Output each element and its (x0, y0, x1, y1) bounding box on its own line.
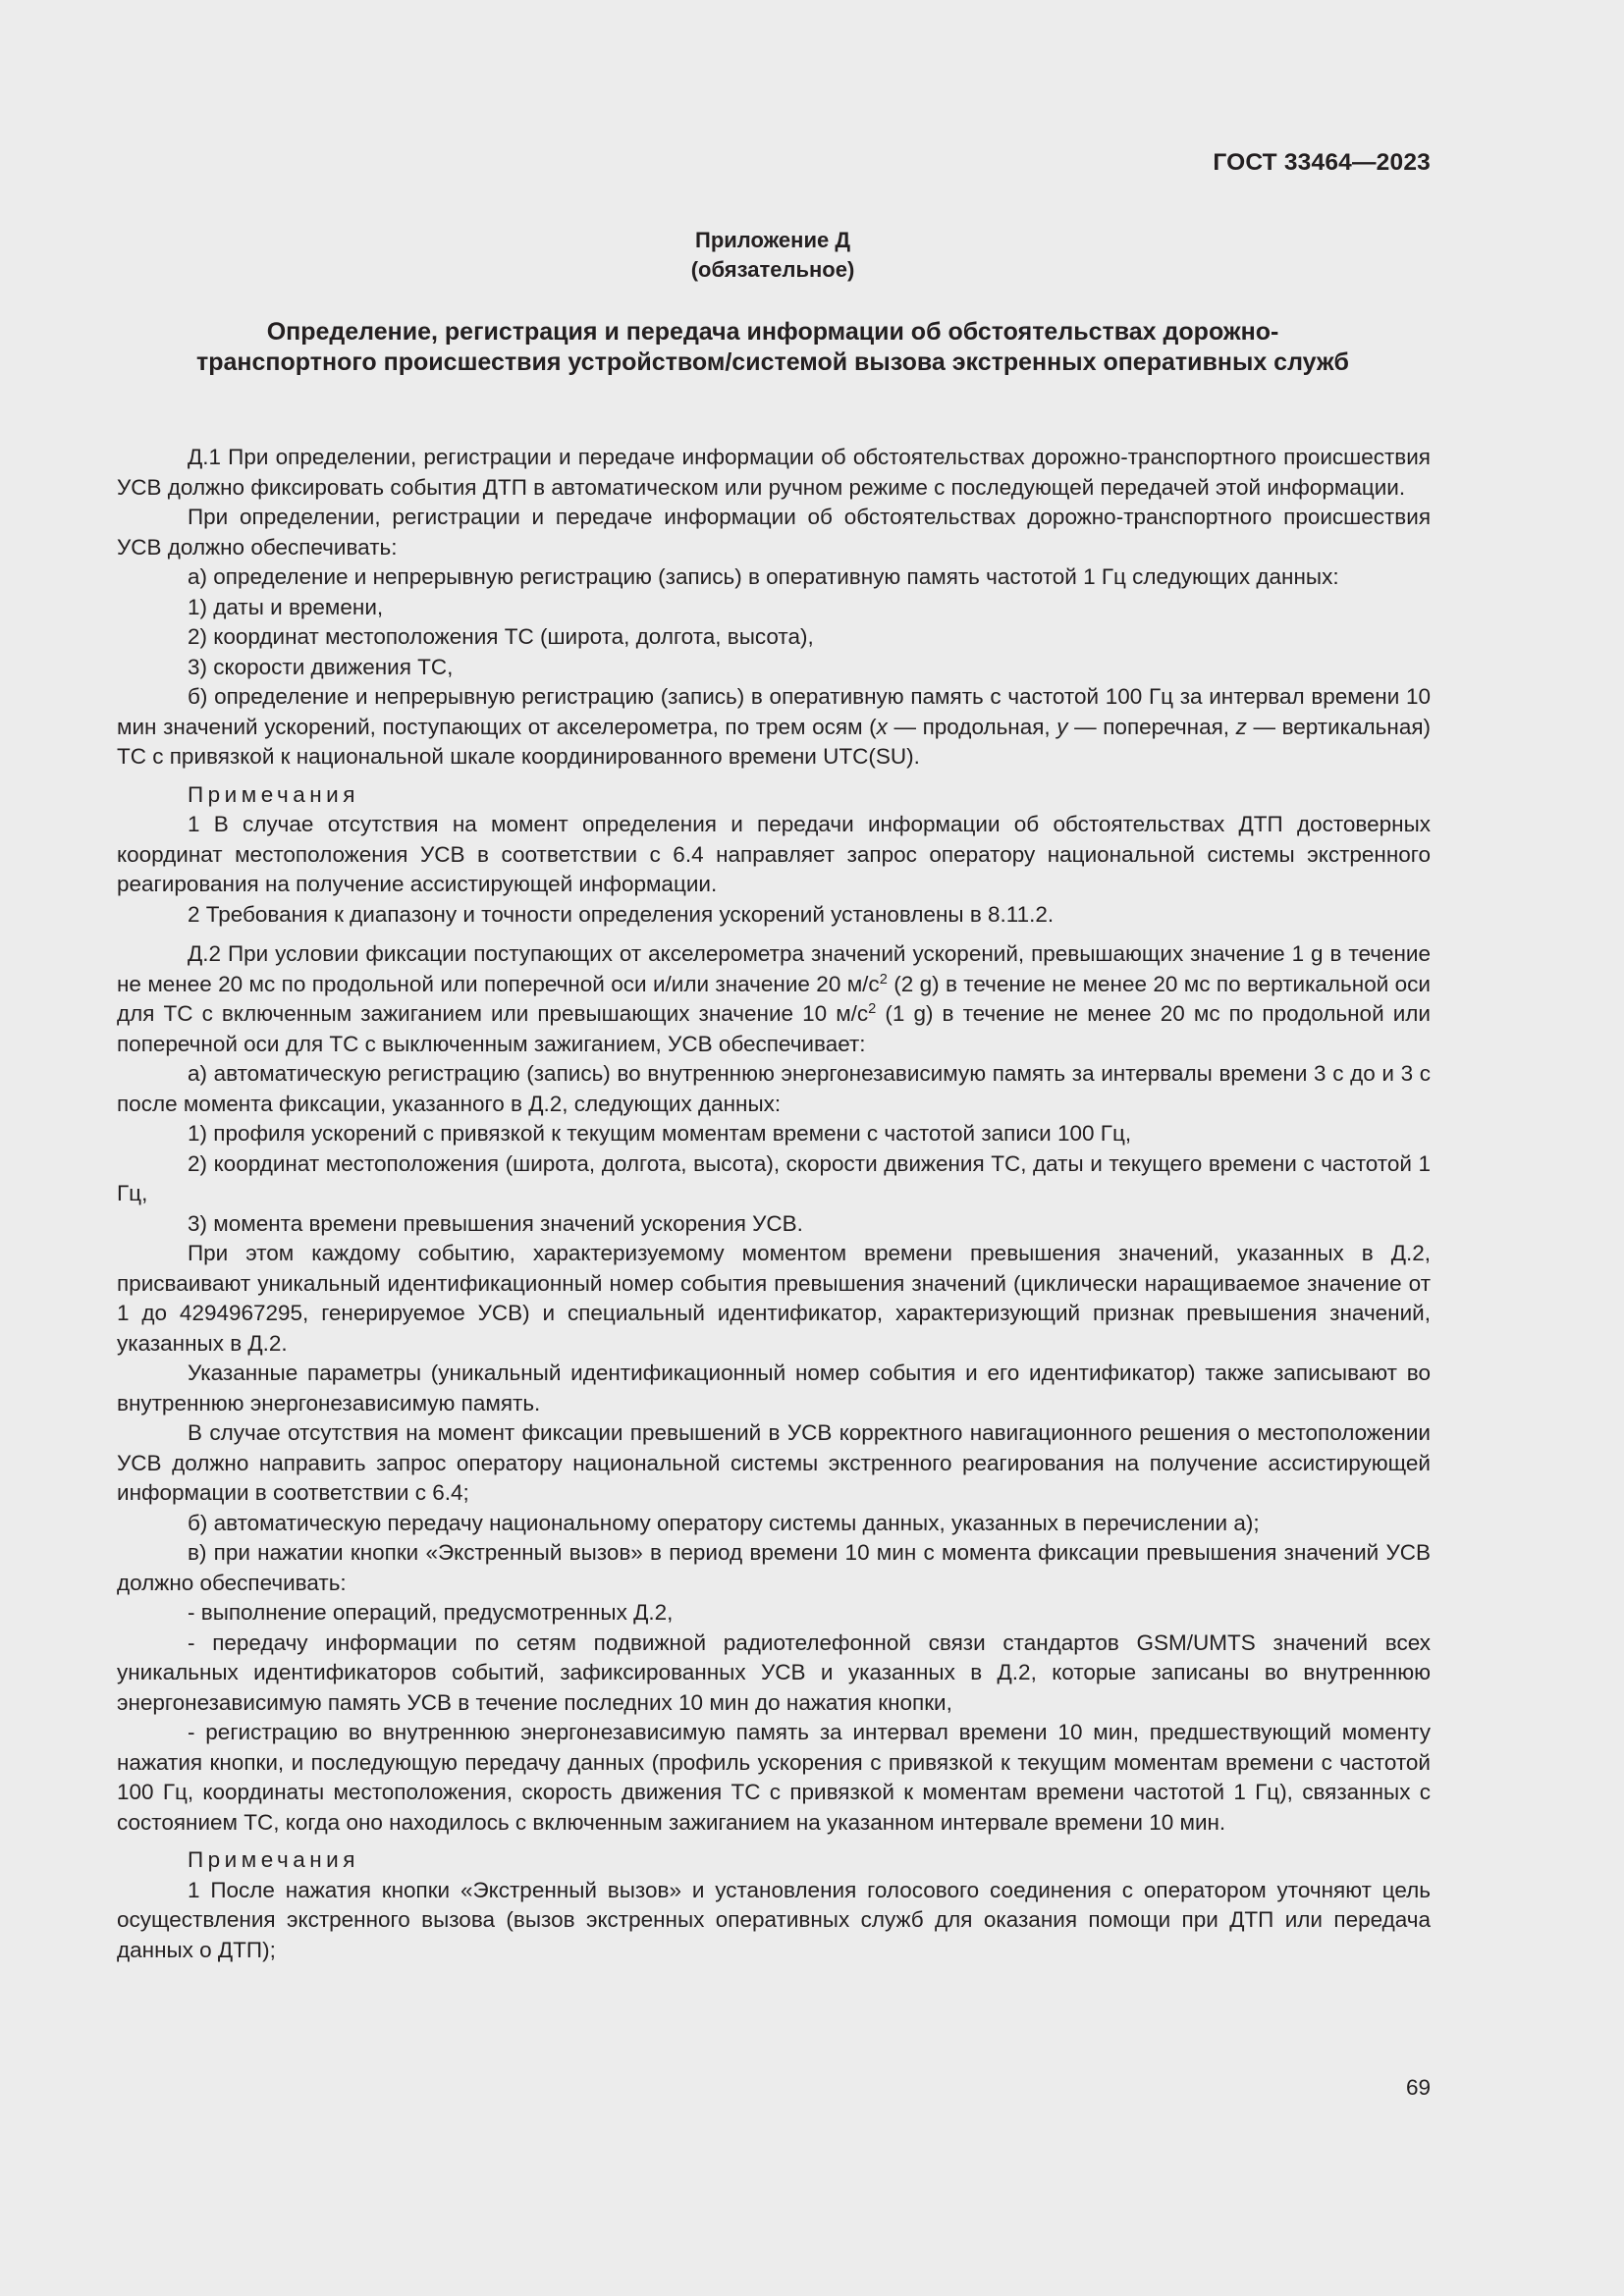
axis-symbol: z (1235, 714, 1247, 739)
paragraph-d1: Д.1 При определении, регистрации и передаче информации об обстоятельствах дорожно-транспортного происшествия УСВ должно фиксировать события ДТП в автоматическом или ручном режиме с последующей передачей этой информации. (117, 445, 1431, 500)
list-item: 3) момента времени превышения значений ускорения УСВ. (188, 1210, 803, 1236)
paragraph: При определении, регистрации и передаче информации об обстоятельствах дорожно-транспортного происшествия УСВ должно обеспечивать: (117, 505, 1431, 560)
text-run: Д.2 При условии фиксации поступающих от акселерометра значений ускорений, превышающих значение 1 g в течение не менее 20 мс по продольной или поперечной оси и/или значение 20 м/с (117, 941, 1431, 996)
superscript: 2 (879, 971, 888, 988)
list-item: 1) даты и времени, (188, 594, 384, 619)
list-item: 1) профиля ускорений с привязкой к текущим моментам времени с частотой записи 100 Гц, (188, 1121, 1132, 1146)
note-item: 1 В случае отсутствия на момент определения и передачи информации об обстоятельствах ДТП достоверных координат местоположения УСВ в соответствии с 6.4 направляет запрос оператору национальной системы экстренного реагирования на получение ассистирующей информации. (117, 812, 1431, 896)
text-run: — поперечная, (1067, 714, 1236, 739)
text-run: — вертикальная) ТС с привязкой к национальной шкале координированного времени UTC(SU). (117, 714, 1432, 769)
notes-heading: Примечания (188, 781, 359, 807)
list-item: - регистрацию во внутреннюю энергонезависимую память за интервал времени 10 мин, предшествующий моменту нажатия кнопки, и последующую передачу данных (профиль ускорения с привязкой к текущим моментам времени с частотой 100 Гц, координаты местоположения, скорость движения ТС с привязкой к моментам времени частотой 1 Гц), связанных с состоянием ТС, когда оно находилось с включенным зажиганием на указанном интервале времени 10 мин. (117, 1720, 1431, 1835)
list-item: а) автоматическую регистрацию (запись) во внутреннюю энергонезависимую память за интервалы времени 3 с до и 3 с после момента фиксации, указанного в Д.2, следующих данных: (117, 1061, 1431, 1116)
appendix-title: Определение, регистрация и передача информации об обстоятельствах дорожно-транспортного происшествия устройством/системой вызова экстренных оперативных служб (196, 318, 1349, 376)
list-item: б) автоматическую передачу национальному оператору системы данных, указанных в перечислении а); (188, 1510, 1260, 1535)
list-item: 2) координат местоположения (широта, долгота, высота), скорости движения ТС, даты и текущего времени с частотой 1 Гц, (117, 1150, 1431, 1205)
list-item: в) при нажатии кнопки «Экстренный вызов» в период времени 10 мин с момента фиксации превышения значений УСВ должно обеспечивать: (117, 1540, 1431, 1595)
superscript: 2 (868, 1000, 877, 1017)
text-run: — продольная, (887, 714, 1057, 739)
paragraph: При этом каждому событию, характеризуемому моментом времени превышения значений, указанных в Д.2, присваивают уникальный идентификационный номер события превышения значений (циклически наращиваемое значение от 1 до 4294967295, генерируемое УСВ) и специальный идентификатор, характеризующий признак превышения значений, указанных в Д.2. (117, 1241, 1431, 1356)
note-item: 1 После нажатия кнопки «Экстренный вызов» и установления голосового соединения с оператором уточняют цель осуществления экстренного вызова (вызов экстренных оперативных служб для оказания помощи при ДТП или передача данных о ДТП); (117, 1877, 1431, 1962)
text-run: (1 g) в течение не менее 20 мс по продольной или поперечной оси для ТС с выключенным зажиганием, УСВ обеспечивает: (117, 1001, 1431, 1056)
text-run: б) определение и непрерывную регистрацию (запись) в оперативную память с частотой 100 Гц за интервал времени 10 мин значений ускорений, поступающих от акселерометра, по трем осям ( (117, 684, 1431, 739)
list-item (117, 682, 1431, 773)
paragraph-d2 (117, 939, 1431, 1059)
paragraph: Указанные параметры (уникальный идентификационный номер события и его идентификатор) также записывают во внутреннюю энергонезависимую память. (117, 1361, 1431, 1415)
standard-code: ГОСТ 33464—2023 (1213, 149, 1431, 176)
list-item: - передачу информации по сетям подвижной радиотелефонной связи стандартов GSM/UMTS значений всех уникальных идентификаторов событий, зафиксированных УСВ и указанных в Д.2, которые записаны во внутреннюю энергонезависимую память УСВ в течение последних 10 мин до нажатия кнопки, (117, 1629, 1431, 1715)
axis-symbol: x (876, 714, 888, 739)
axis-symbol: y (1056, 714, 1068, 739)
list-item: а) определение и непрерывную регистрацию (запись) в оперативную память частотой 1 Гц следующих данных: (188, 564, 1339, 589)
paragraph: В случае отсутствия на момент фиксации превышений в УСВ корректного навигационного решения о местоположении УСВ должно направить запрос оператору национальной системы экстренного реагирования на получение ассистирующей информации в соответствии с 6.4; (117, 1420, 1431, 1505)
text-run: (2 g) в течение не менее 20 мс по вертикальной оси для ТС с включенным зажиганием или превышающих значение 10 м/с (117, 971, 1431, 1026)
appendix-heading (0, 226, 1545, 285)
document-body (117, 443, 1431, 1965)
appendix-label: Приложение Д (695, 228, 850, 252)
page-number: 69 (1405, 2075, 1431, 2100)
list-item: 3) скорости движения ТС, (188, 654, 454, 679)
list-item: 2) координат местоположения ТС (широта, долгота, высота), (188, 624, 814, 649)
appendix-status: (обязательное) (690, 257, 855, 282)
notes-heading: Примечания (188, 1847, 359, 1872)
list-item: - выполнение операций, предусмотренных Д.2, (188, 1600, 674, 1625)
note-item: 2 Требования к диапазону и точности определения ускорений установлены в 8.11.2. (188, 901, 1055, 927)
